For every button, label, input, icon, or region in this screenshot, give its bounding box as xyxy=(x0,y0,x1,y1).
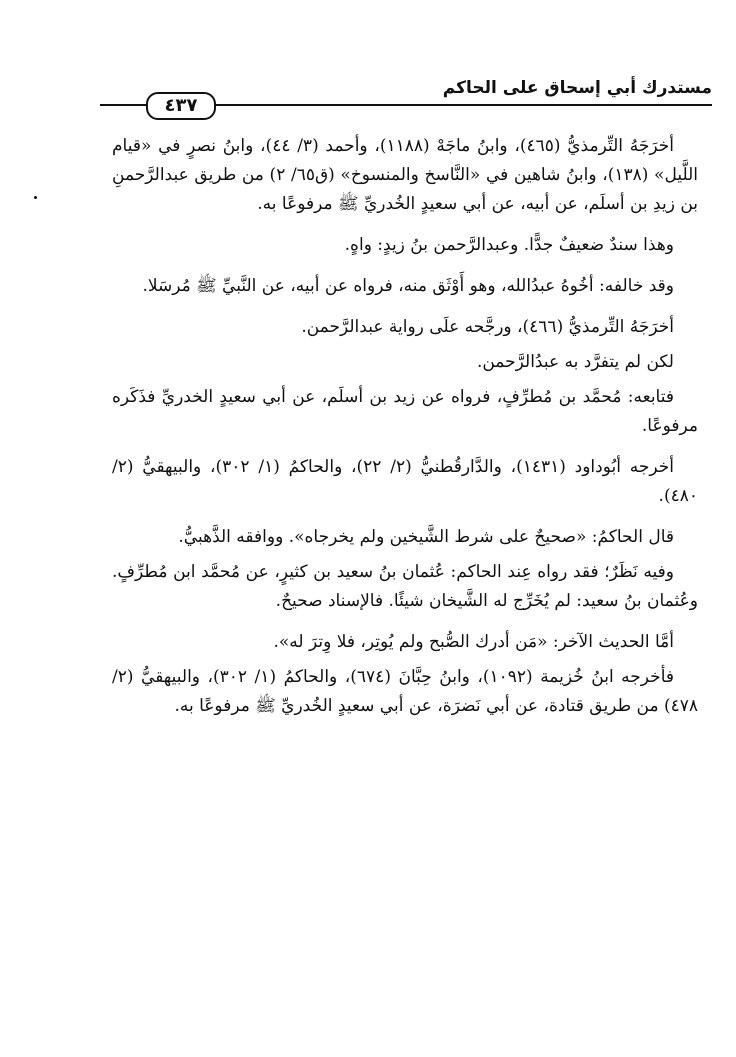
body-text xyxy=(112,132,698,733)
paragraph-nazar: وفيه نَظَرٌ؛ فقد رواه عِند الحاكم: عُثمان بنُ سعيد بن كثيرٍ، عن مُحمَّد ابن مُطرِّفٍ. وعُثمان بنُ سعيد: لم يُخَرِّج له الشَّيخان شيئًا. فالإسناد صحيحٌ. xyxy=(112,562,698,611)
page-header xyxy=(100,60,712,116)
paragraph-hakim: قال الحاكمُ: «صحيحٌ على شرط الشَّيخين ولم يخرجاه». ووافقه الذَّهبيُّ. xyxy=(178,527,674,547)
margin-dot xyxy=(34,196,37,199)
paragraph-takhrij-2: أخرجه أبُوداود (١٤٣١)، والدَّارقُطنيُّ (٢/ ٢٢)، والحاكمُ (١/ ٣٠٢)، والبيهقيُّ (٢/ ٤٨٠). xyxy=(112,457,698,506)
paragraph-isnad-grade: وهذا سندٌ ضعيفٌ جدًّا. وعبدالرَّحمن بنُ زيدٍ: واهٍ. xyxy=(344,235,674,255)
paragraph-mursal: وقد خالفه: أخُوهُ عبدُالله، وهو أَوْثَق منه، فرواه عن أبيه، عن النَّبيِّ ﷺ مُرسَلا. xyxy=(142,276,674,296)
running-title: مستدرك أبي إسحاق على الحاكم xyxy=(442,78,712,98)
paragraph-other-hadith: أمَّا الحديث الآخر: «مَن أدرك الصُّبح ولم يُوتِر، فلا وِترَ له». xyxy=(273,632,674,652)
paragraph-takhrij-1: أخرَجَهُ التِّرمذيُّ (٤٦٥)، وابنُ ماجَهْ (١١٨٨)، وأحمد (٣/ ٤٤)، وابنُ نصرٍ في «قيام اللَّيل» (١٣٨)، وابنُ شاهين في «النَّاسخ والمنسوخ» (ق٦٥/ ٢) من طريق عبدالرَّحمنِ بن زيدِ بن أسلَم، عن أبيه، عن أبي سعيدٍ الخُدريِّ ﷺ مرفوعًا به. xyxy=(112,136,698,214)
paragraph-takhrij-3: فأخرجه ابنُ خُزيمة (١٠٩٢)، وابنُ حِبَّانَ (٦٧٤)، والحاكمُ (١/ ٣٠٢)، والبيهقيُّ (٢/ ٤٧٨) من طريق قتادة، عن أبي نَضرَة، عن أبي سعيدٍ الخُدريِّ ﷺ مرفوعًا به. xyxy=(112,667,698,716)
paragraph-mutabaah: فتابعه: مُحمَّد بن مُطرِّفٍ، فرواه عن زيد بن أسلَم، عن أبي سعيدٍ الخدريِّ فذَكَره مرفوعًا. xyxy=(112,387,698,436)
paragraph-tirmidhi: أخرَجَهُ التِّرمذيُّ (٤٦٦)، ورجَّحه علَى رواية عبدالرَّحمن. xyxy=(301,317,674,337)
paragraph-tafarrud: لكن لم يتفرَّد به عبدُالرَّحمن. xyxy=(476,352,674,372)
page-number: ٤٣٧ xyxy=(146,92,216,120)
